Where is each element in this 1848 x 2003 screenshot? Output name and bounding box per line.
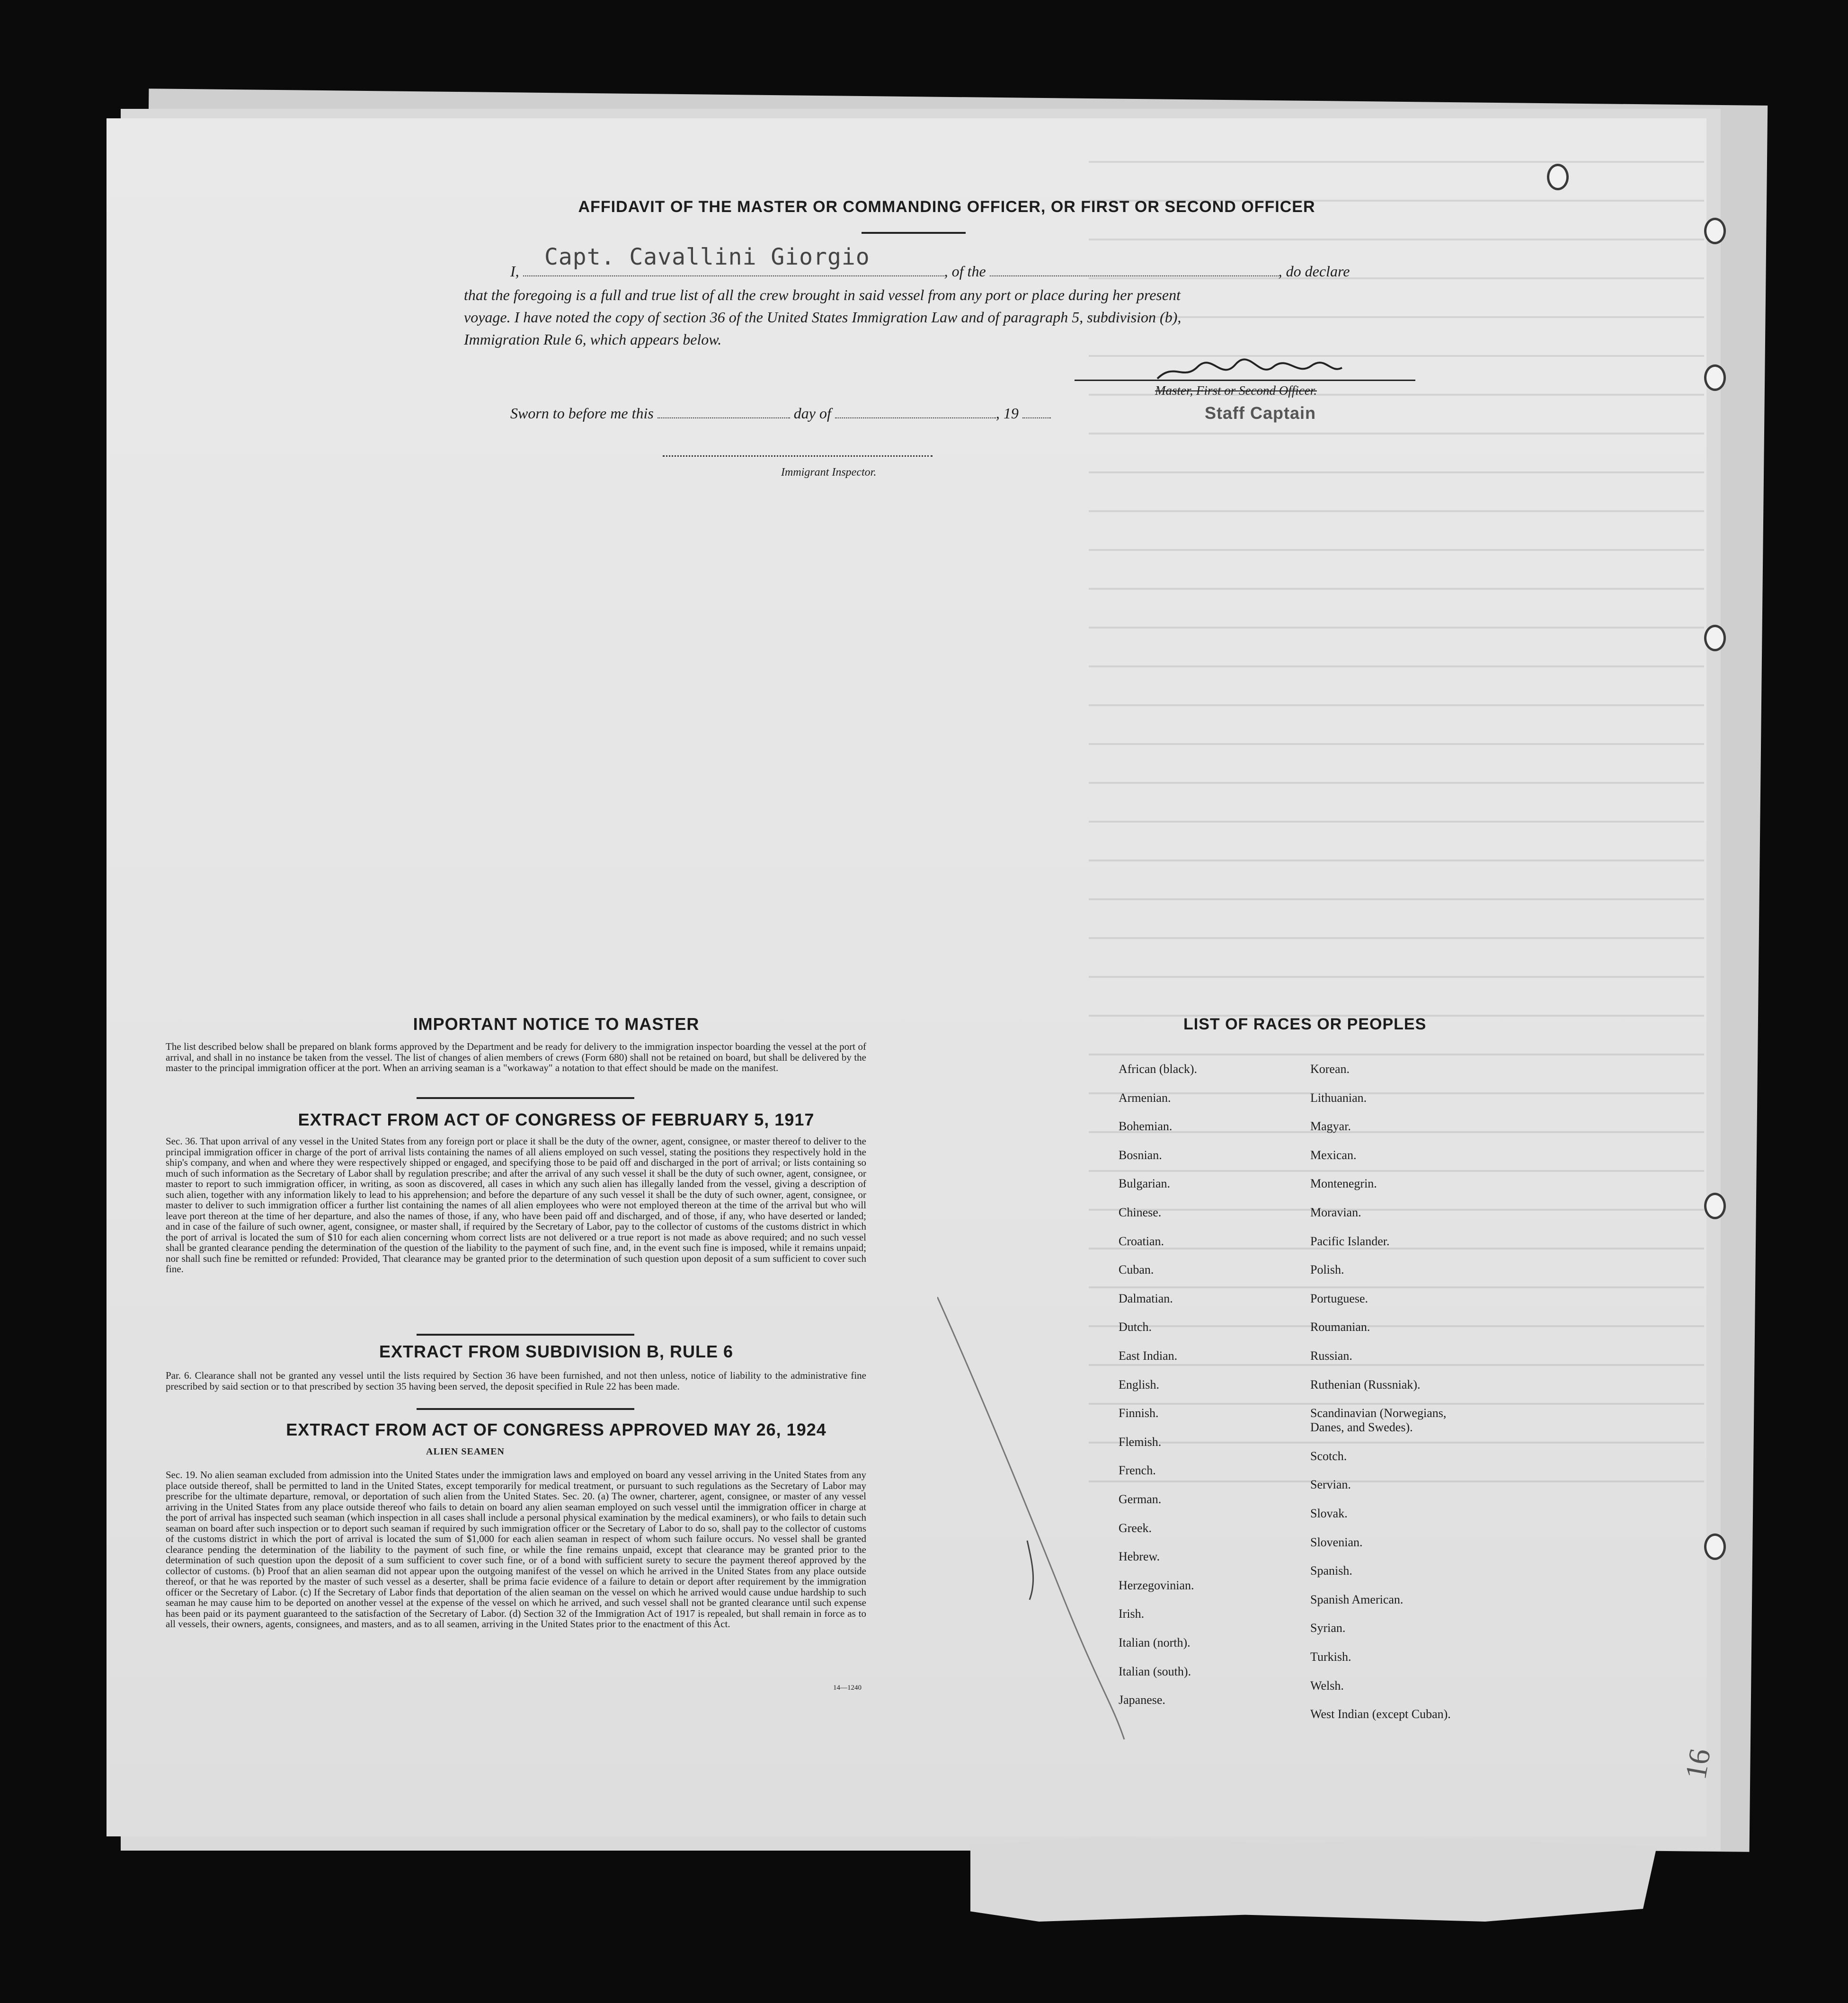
race-item: Croatian. — [1119, 1234, 1164, 1248]
race-item: Turkish. — [1310, 1650, 1351, 1664]
race-item: Herzegovinian. — [1119, 1578, 1194, 1592]
rule-6-text: Par. 6. Clearance shall not be granted any vessel until the lists required by Section 36 have been furnished, and not then unless, notice of liability to the administrative fine prescribed by said section or to that prescribed by section 35 having been served, the deposit specified in Rule 22 has been made. — [166, 1370, 866, 1392]
torn-page-edge — [970, 1836, 1657, 1922]
of-the-label: , of the — [944, 263, 986, 280]
year-prefix: , 19 — [995, 405, 1019, 422]
race-item: Montenegrin. — [1310, 1177, 1377, 1191]
affidavit-line-3: voyage. I have noted the copy of section 36 of the United States Immigration Law and of paragraph 5, subdivision (b), — [464, 309, 1182, 326]
affidavit-line-4: Immigration Rule 6, which appears below. — [464, 331, 722, 348]
race-item: Korean. — [1310, 1062, 1350, 1076]
race-item: Finnish. — [1119, 1406, 1159, 1420]
race-item: West Indian (except Cuban). — [1310, 1707, 1451, 1721]
page-number: 16 — [1678, 1746, 1717, 1782]
bleed-through-text — [1089, 128, 1704, 1500]
race-item: Greek. — [1119, 1521, 1152, 1535]
race-item: Welsh. — [1310, 1678, 1344, 1693]
act-1917-text: Sec. 36. That upon arrival of any vessel in the United States from any foreign port or place it shall be the duty of the owner, agent, consignee, or master thereof to deliver to the principal immigration officer in charge of the port of arrival lists containing the names of all aliens employed on such vessel, stating the positions they respectively hold in the ship's company, and when and where they were respectively shipped or engaged, and specifying those to be paid off and discharged in the port of arrival; or lists containing so much of such information as the Secretary of Labor shall by regulation prescribe; and after the arrival of any such vessel it shall be the duty of such owner, agent, consignee, or master to report to such immigration officer, in writing, as soon as discovered, all cases in which any such alien has illegally landed from the vessel, giving a description of such alien, together with any information likely to lead to his apprehension; and before the departure of any such vessel it shall be the duty of such owner, agent, consignee, or master to deliver to such immigration officer a further list containing the names of all alien employees who were not employed thereon at the time of the arrival but who will leave port thereon at the time of her departure, and also the names of those, if any, who have been paid off and discharged, and of those, if any, who have deserted or landed; and in case of the failure of such owner, agent, consignee, or master shall, if required by the Secretary of Labor, pay to the collector of customs of the customs district in which the port of arrival is located the sum of $10 for each alien concerning whom correct lists are not delivered or a true report is not made as above required; and no such vessel shall be granted clearance pending the determination of the question of the liability to the payment of such fine, and, in the event such fine is imposed, while it remains unpaid; nor shall such fine be remitted or refunded: Provided, That clearance may be granted prior to the determination of such question upon deposit of a sum sufficient to cover such fine. — [166, 1135, 866, 1275]
do-declare-label: , do declare — [1278, 263, 1350, 280]
notice-text: The list described below shall be prepared on blank forms approved by the Department and be ready for delivery to the immigration inspector boarding the vessel at the port of arrival, and shall in no instance be taken from the vessel. The list of changes of alien members of crews (Form 680) shall not be retained on board, but shall be delivered by the master to the principal immigration officer at the port. When an arriving seaman is a "workaway" a notation to that effect should be made on the manifest. — [166, 1041, 866, 1073]
race-item: Dalmatian. — [1119, 1291, 1173, 1305]
inspector-label: Immigrant Inspector. — [781, 466, 877, 479]
signature-line — [1075, 380, 1415, 381]
race-item: Cuban. — [1119, 1263, 1154, 1277]
race-item: Italian (north). — [1119, 1636, 1191, 1649]
race-item: Polish. — [1310, 1263, 1344, 1277]
officer-label: Master, First or Second Officer. — [1155, 383, 1317, 398]
alien-seamen-subheading: ALIEN SEAMEN — [426, 1446, 505, 1457]
race-item: Bohemian. — [1119, 1119, 1173, 1134]
race-item: German. — [1119, 1492, 1162, 1506]
race-item: Pacific Islander. — [1310, 1234, 1390, 1248]
race-item: Lithuanian. — [1310, 1090, 1367, 1105]
title-rule — [862, 232, 966, 234]
signature — [1155, 357, 1344, 386]
race-item: African (black). — [1119, 1062, 1198, 1076]
section-rule — [417, 1408, 634, 1410]
race-item: Spanish. — [1310, 1564, 1352, 1578]
act-1924-heading: EXTRACT FROM ACT OF CONGRESS APPROVED MAY 26, 1924 — [286, 1420, 826, 1439]
affidavit-title: AFFIDAVIT OF THE MASTER OR COMMANDING OFFICER, OR FIRST OR SECOND OFFICER — [578, 198, 1315, 216]
punch-hole — [1704, 218, 1726, 244]
punch-hole — [1547, 164, 1569, 190]
month-blank — [835, 417, 996, 418]
race-item: French. — [1119, 1463, 1156, 1478]
race-item: Scandinavian (Norwegians, — [1310, 1406, 1447, 1420]
race-item: Bosnian. — [1119, 1148, 1162, 1162]
race-item: Bulgarian. — [1119, 1177, 1171, 1191]
rule-6-heading: EXTRACT FROM SUBDIVISION B, RULE 6 — [379, 1342, 734, 1361]
race-item: Magyar. — [1310, 1119, 1351, 1134]
inspector-line — [663, 455, 933, 457]
race-item: Armenian. — [1119, 1090, 1171, 1105]
punch-hole — [1704, 1533, 1726, 1560]
punch-hole — [1704, 364, 1726, 391]
race-item: Danes, and Swedes). — [1310, 1420, 1413, 1435]
act-1924-text: Sec. 19. No alien seaman excluded from admission into the United States under the immigration laws and employed on board any vessel arriving in the United States from any place outside thereof, shall be permitted to land in the United States, except temporarily for medical treatment, or pursuant to such regulations as the Secretary of Labor may prescribe for the ultimate departure, removal, or deportation of such alien from the United States. Sec. 20. (a) The owner, charterer, agent, consignee, or master of any vessel arriving in the United States from any place outside thereof who fails to detain on board any alien seaman employed on such vessel until the immigration officer in charge at the port of arrival has inspected such seaman (which inspection in all cases shall include a personal physical examination by the medical examiners), or who fails to detain such seaman on board after such inspection or to deport such seaman if required by such immigration officer or the Secretary of Labor to do so, shall pay to the collector of customs of the customs district in which the port of arrival is located the sum of $1,000 for each alien seaman in respect of whom such failure occurs. No vessel shall be granted clearance pending the determination of the liability to the payment of such fine, or while the fine remains unpaid, except that clearance may be granted prior to the determination of such question upon the deposit of a sum sufficient to cover such fine, or of a bond with sufficient surety to secure the payment thereof approved by the collector of customs. (b) Proof that an alien seaman did not appear upon the outgoing manifest of the vessel on which he arrived in the United States from any place outside thereof, or that he was reported by the master of such vessel as a deserter, shall be prima facie evidence of a failure to detain or deport after requirement by the immigration officer or the Secretary of Labor. (c) If the Secretary of Labor finds that deportation of the alien seaman on the vessel on which he arrived would cause undue hardship to such seaman he may cause him to be deported on another vessel at the expense of the vessel on which he arrived, and such vessel shall not be granted clearance until such expense has been paid or its payment guaranteed to the satisfaction of the Secretary of Labor. (d) Section 32 of the Immigration Act of 1917 is repealed, but shall remain in force as to all vessels, their owners, agents, consignees, and masters, and as to all seamen, arriving in the United States prior to the enactment of this Act. — [166, 1469, 866, 1630]
race-item: Slovak. — [1310, 1507, 1348, 1520]
race-item: Scotch. — [1310, 1449, 1347, 1463]
race-item: Moravian. — [1310, 1205, 1361, 1219]
section-rule — [417, 1334, 634, 1336]
punch-hole — [1704, 1193, 1726, 1219]
notice-heading: IMPORTANT NOTICE TO MASTER — [413, 1014, 700, 1034]
race-item: Dutch. — [1119, 1320, 1152, 1334]
vessel-blank — [990, 275, 1279, 276]
act-1917-heading: EXTRACT FROM ACT OF CONGRESS OF FEBRUARY 5, 1917 — [298, 1110, 815, 1129]
race-item: Chinese. — [1119, 1205, 1162, 1219]
race-item: Slovenian. — [1310, 1535, 1363, 1549]
race-item: Spanish American. — [1310, 1592, 1404, 1606]
sworn-line — [510, 405, 1051, 422]
race-item: Servian. — [1310, 1478, 1351, 1492]
race-item: East Indian. — [1119, 1349, 1178, 1363]
pencil-mark — [937, 1297, 1127, 1742]
i-label: I, — [510, 263, 519, 280]
race-item: Ruthenian (Russniak). — [1310, 1377, 1421, 1391]
affidavit-line-2: that the foregoing is a full and true list of all the crew brought in said vessel from any port or place during her present — [464, 286, 1181, 303]
race-item: English. — [1119, 1377, 1159, 1391]
form-number: 14—1240 — [833, 1684, 862, 1692]
day-blank — [657, 417, 790, 418]
race-item: Portuguese. — [1310, 1291, 1368, 1305]
race-item: Mexican. — [1310, 1148, 1357, 1162]
race-item: Russian. — [1310, 1349, 1352, 1363]
race-item: Hebrew. — [1119, 1550, 1160, 1564]
sworn-label: Sworn to before me this — [510, 405, 654, 422]
race-item: Roumanian. — [1310, 1320, 1370, 1334]
day-of-label: day of — [793, 405, 831, 422]
name-blank — [523, 275, 944, 276]
race-item: Irish. — [1119, 1607, 1145, 1621]
handwritten-name: Capt. Cavallini Giorgio — [544, 244, 870, 270]
staff-captain-stamp: Staff Captain — [1205, 403, 1316, 423]
race-item: Syrian. — [1310, 1621, 1346, 1635]
year-blank — [1022, 417, 1051, 418]
race-item: Japanese. — [1119, 1693, 1165, 1707]
races-title: LIST OF RACES OR PEOPLES — [1183, 1015, 1427, 1033]
section-rule — [417, 1097, 634, 1099]
race-item: Flemish. — [1119, 1435, 1162, 1449]
race-item: Italian (south). — [1119, 1664, 1191, 1678]
punch-hole — [1704, 625, 1726, 651]
